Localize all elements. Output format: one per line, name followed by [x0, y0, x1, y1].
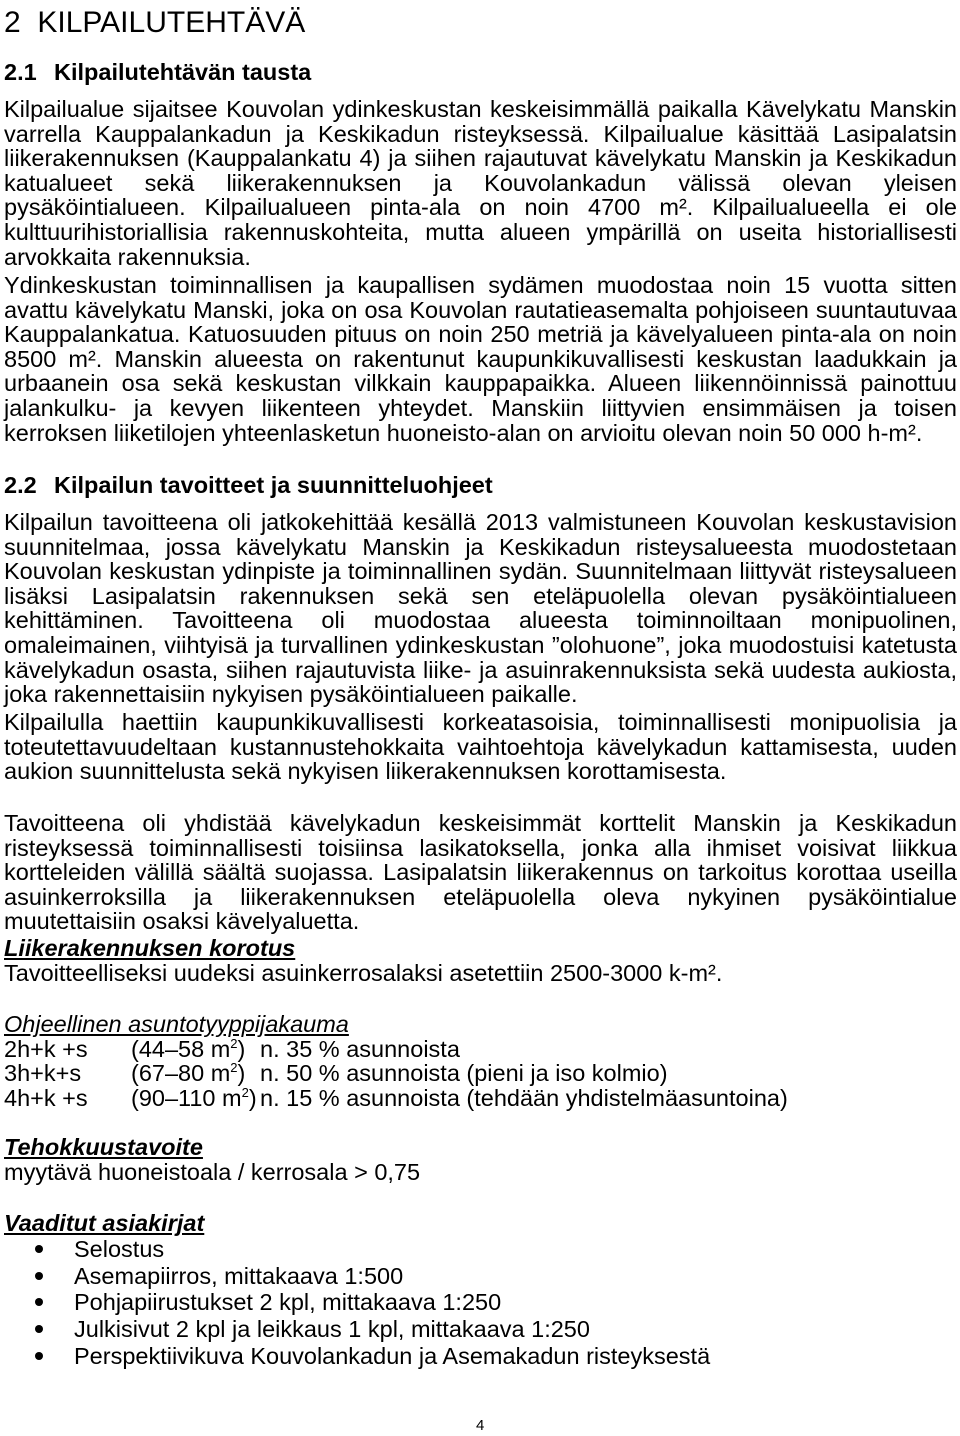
- section-title: Kilpailun tavoitteet ja suunnitteluohjeet: [54, 472, 493, 498]
- apartment-type: 2h+k +s: [4, 1035, 88, 1062]
- apartment-size: (44–58 $m^2$): [131, 1035, 246, 1062]
- section-number: 2.2: [4, 472, 37, 498]
- apartment-row: [4, 1086, 957, 1111]
- bullet-icon: [35, 1352, 43, 1360]
- building-raise-block: [4, 936, 957, 985]
- apartment-row: [4, 1037, 957, 1062]
- apartment-share: n. 50 % asunnoista (pieni ja iso kolmio): [260, 1060, 668, 1087]
- building-raise-text: Tavoitteelliseksi uudeksi asuinkerrosalaksi asetettiin 2500-3000 k-m².: [4, 959, 723, 986]
- apartment-share: n. 35 % asunnoista: [260, 1035, 460, 1062]
- section-title: Kilpailutehtävän tausta: [54, 59, 312, 85]
- section-2-1-paragraph-1: Kilpailualue sijaitsee Kouvolan ydinkeskustan keskeisimmällä paikalla Kävelykatu Manskin varrella Kauppalankadun ja Keskikadun risteyksessä. Kilpailualue käsittää Lasipalatsin liikerakennuksen (Kauppalankatu 4) ja siihen rajautuvat kävelykatu Manskin ja Keskikadun katualueet sekä liikerakennuksen ja Kouvolankadun välissä olevan yleisen pysäköintialueen. Kilpailualueen pinta-ala on noin 4700 m². Kilpailualueella ei ole kulttuurihistoriallisia rakennuskohteita, mutta alueen ympärillä on useita historiallisesti arvokkaita rakennuksia.: [4, 96, 957, 270]
- apartment-distribution-heading: Ohjeellinen asuntotyyppijakauma: [4, 1011, 349, 1037]
- page-number: 4: [476, 1417, 485, 1434]
- section-number: 2.1: [4, 59, 37, 85]
- bullet-icon: [35, 1245, 43, 1253]
- apartment-size: (67–80 $m^2$): [131, 1060, 246, 1087]
- document-page: [4, 0, 957, 1436]
- section-2-1-heading: [4, 60, 311, 85]
- section-2-2-paragraph-3: Tavoitteena oli yhdistää kävelykadun keskeisimmät korttelit Manskin ja Keskikadun risteyksessä toiminnallisesti toisiinsa lasikatoksella, jonka alla ihmiset voisivat liikkua kortteleiden välillä säältä suojassa. Lasipalatsin liikerakennus on tarkoitus korottaa useilla asuinkerroksilla ja liikerakennuksen eteläpuolella oleva nykyinen pysäköintialue muutettaisiin osaksi kävelyaluetta.: [4, 810, 957, 935]
- list-item: Asemapiirros, mittakaava 1:500: [4, 1263, 710, 1290]
- chapter-heading: [4, 6, 305, 40]
- section-2-1-paragraph-2: Ydinkeskustan toiminnallisen ja kaupallisen sydämen muodostaa noin 15 vuotta sitten avattu kävelykatu Manski, joka on osa Kouvolan rautatieasemalta pohjoiseen suuntautuvaa Kauppalankatua. Katuosuuden pituus on noin 250 metriä ja kävelyalueen pinta-ala on noin 8500 m². Manskin alueesta on rakentunut kaupunkikuvallisesti keskustan laadukkain ja urbaanein osa sekä keskustan vilkkain kauppapaikka. Alueen liikennöinnissä painottuu jalankulku- ja kevyen liikenteen yhteydet. Manskiin liittyvien ensimmäisen ja toisen kerroksen liiketilojen yhteenlasketun huoneisto-alan on arvioitu olevan noin 50 000 h-m².: [4, 272, 957, 446]
- list-item: Pohjapiirustukset 2 kpl, mittakaava 1:250: [4, 1289, 710, 1316]
- apartment-type: 4h+k +s: [4, 1084, 88, 1111]
- list-item: Selostus: [4, 1236, 710, 1263]
- section-2-2-heading: [4, 473, 493, 498]
- efficiency-heading: Tehokkuustavoite: [4, 1134, 203, 1160]
- apartment-distribution-block: [4, 1012, 957, 1110]
- building-raise-heading: Liikerakennuksen korotus: [4, 935, 296, 961]
- list-item: Julkisivut 2 kpl ja leikkaus 1 kpl, mittakaava 1:250: [4, 1316, 710, 1343]
- section-2-2-paragraph-1: Kilpailun tavoitteena oli jatkokehittää kesällä 2013 valmistuneen Kouvolan keskustavision suunnitelmaa, jossa kävelykatu Manskin ja Keskikadun risteysalueesta muodostetaan Kouvolan keskustan ydinpiste ja toiminnallinen sydän. Suunnitelmaan liittyvät risteysalueen lisäksi Lasipalatsin rakennuksen sekä sen eteläpuolella olevan pysäköintialueen kehittäminen. Tavoitteena oli muodostaa alueesta toiminnoiltaan monipuolinen, omaleimainen, viihtyisä ja turvallinen ydinkeskustan ”olohuone”, joka muodostuisi katetusta kävelykadun osasta, siihen rajautuvista liike- ja asuinrakennuksista sekä uudesta aukiosta, joka rakennettaisiin nykyisen pysäköintialueen paikalle.: [4, 509, 957, 708]
- required-documents-heading: Vaaditut asiakirjat: [4, 1210, 205, 1236]
- chapter-number: 2: [4, 6, 21, 39]
- section-2-2-paragraph-2: Kilpailulla haettiin kaupunkikuvallisesti korkeatasoisia, toiminnallisesti monipuolisia ja toteutettavuudeltaan kustannustehokkaita vaihtoehtoja kävelykadun kattamisesta, uuden aukion suunnittelusta sekä nykyisen liikerakennuksen korottamisesta.: [4, 709, 957, 785]
- efficiency-text: myytävä huoneistoala / kerrosala > 0,75: [4, 1158, 421, 1185]
- bullet-icon: [35, 1298, 43, 1306]
- required-documents-list: [4, 1236, 710, 1370]
- bullet-icon: [35, 1325, 43, 1333]
- apartment-row: [4, 1061, 957, 1086]
- list-item: Perspektiivikuva Kouvolankadun ja Asemakadun risteyksestä: [4, 1343, 710, 1370]
- chapter-title: KILPAILUTEHTÄVÄ: [37, 6, 306, 39]
- bullet-icon: [35, 1272, 43, 1280]
- apartment-type: 3h+k+s: [4, 1060, 82, 1087]
- apartment-share: n. 15 % asunnoista (tehdään yhdistelmäasuntoina): [260, 1084, 788, 1111]
- apartment-size: (90–110 $m^2$): [131, 1084, 257, 1111]
- efficiency-block: [4, 1135, 957, 1184]
